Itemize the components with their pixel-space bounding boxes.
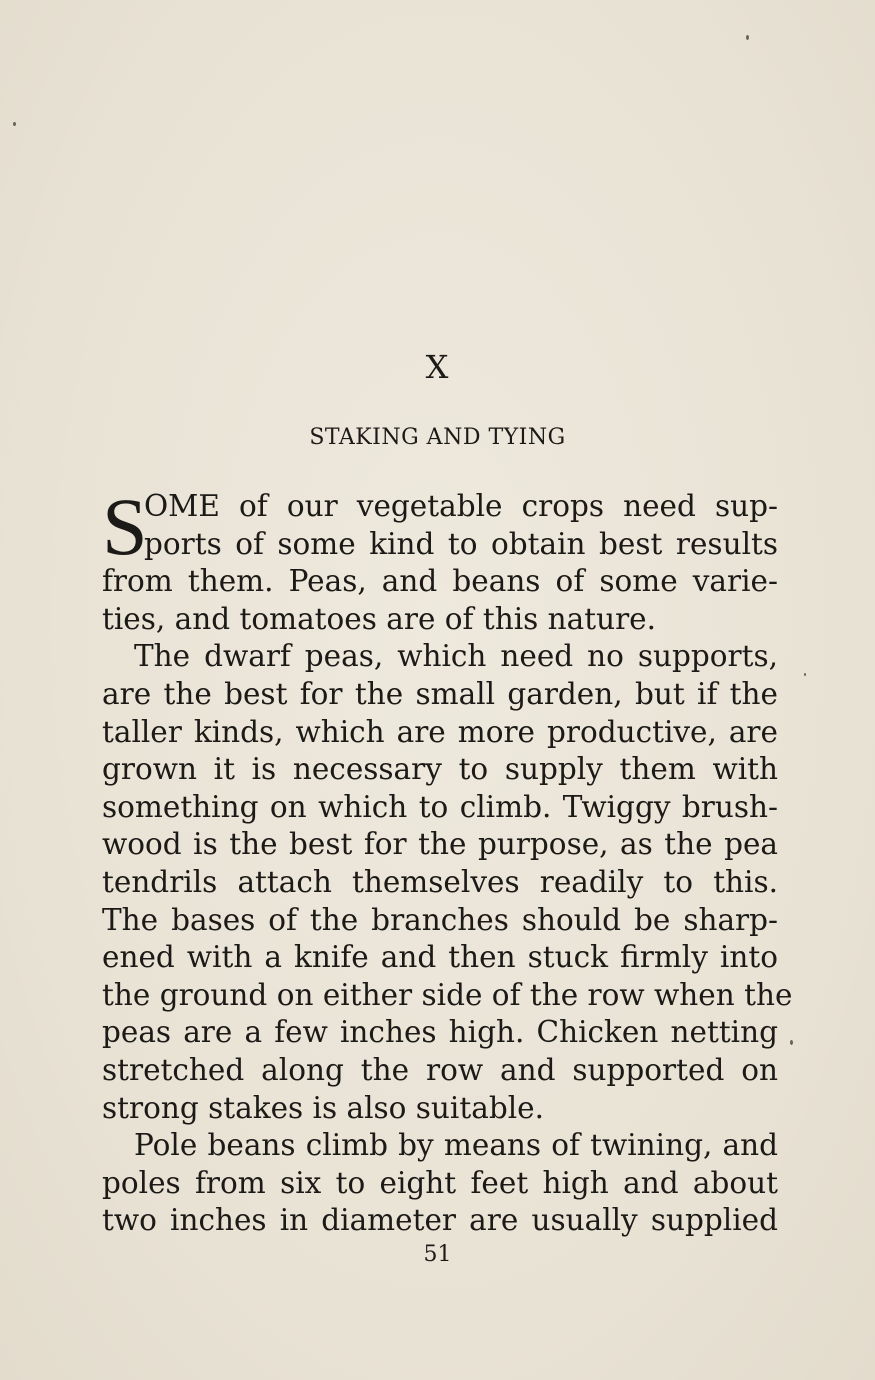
paper-speck xyxy=(746,35,749,40)
text-line: ports of some kind to obtain best results xyxy=(144,526,778,561)
text-line: peas are a few inches high. Chicken netting xyxy=(102,1015,778,1050)
chapter-title: STAKING AND TYING xyxy=(309,425,566,450)
text-line: The bases of the branches should be sharp- xyxy=(102,902,778,937)
text-line: The dwarf peas, which need no supports, xyxy=(134,639,778,674)
text-line: taller kinds, which are more productive, are xyxy=(102,714,778,749)
text-line: OME of our vegetable crops need sup- xyxy=(144,489,778,523)
text-line: stretched along the row and supported on xyxy=(102,1052,778,1087)
text-line: the ground on either side of the row when the xyxy=(102,977,793,1012)
paper-speck xyxy=(790,1040,793,1045)
text-line: poles from six to eight feet high and about xyxy=(102,1165,778,1200)
text-line: Pole beans climb by means of twining, and xyxy=(134,1128,778,1163)
text-line: wood is the best for the purpose, as the pea xyxy=(102,827,778,862)
drop-cap: S xyxy=(102,481,148,572)
paper-speck xyxy=(804,673,806,676)
text-line: two inches in diameter are usually supplied xyxy=(102,1203,778,1238)
text-line: grown it is necessary to supply them with xyxy=(102,752,778,787)
text-line: ties, and tomatoes are of this nature. xyxy=(102,601,657,636)
text-line: something on which to climb. Twiggy brush- xyxy=(102,789,778,824)
text-line: tendrils attach themselves readily to this. xyxy=(102,864,778,899)
text-line: strong stakes is also suitable. xyxy=(102,1090,544,1125)
paper-speck xyxy=(13,122,16,126)
chapter-number: X xyxy=(425,348,450,386)
text-line: ened with a knife and then stuck firmly into xyxy=(102,940,778,975)
text-line: are the best for the small garden, but if the xyxy=(102,676,778,711)
body-text xyxy=(102,481,793,1240)
page-number: 51 xyxy=(423,1242,452,1267)
text-line: from them. Peas, and beans of some varie- xyxy=(102,564,778,599)
